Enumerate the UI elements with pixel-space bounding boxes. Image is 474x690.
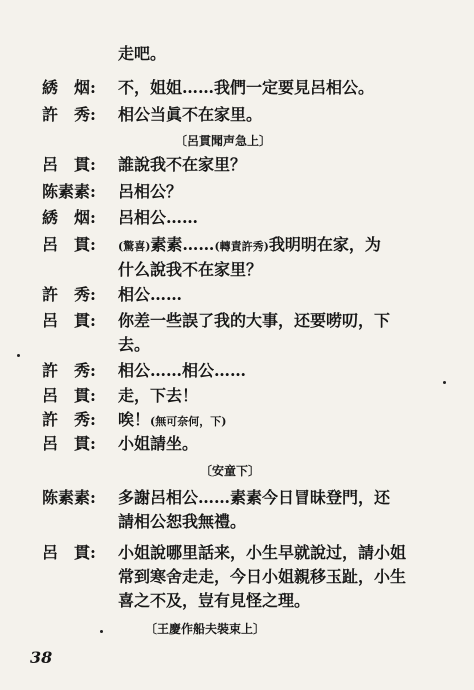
stage-note: (驚喜) (118, 240, 151, 253)
dialogue-text: 走，下去！ (118, 386, 199, 405)
dialogue-text: 相公当眞不在家里。 (118, 105, 263, 124)
stage-note: (無可奈何，下) (150, 415, 227, 428)
stage-direction: 〔王慶作船夫裝束上〕 (145, 622, 266, 636)
print-speck (17, 354, 20, 357)
dialogue-continuation: 請相公恕我無禮。 (118, 512, 247, 531)
dialogue-text: 唉！(無可奈何，下) (118, 410, 227, 429)
speaker-label: 陈素素: (42, 488, 96, 507)
stage-direction: 〔安童下〕 (200, 464, 261, 478)
continuation-line: 走吧。 (118, 44, 167, 63)
page-number: 38 (30, 648, 53, 667)
speaker-label: 許 秀: (42, 285, 96, 304)
dialogue-text: (驚喜)素素……(轉責許秀)我明明在家，为 (118, 235, 381, 254)
dialogue-text: 誰說我不在家里？ (118, 155, 247, 174)
speaker-label: 呂 貫: (42, 311, 96, 330)
speaker-label: 呂 貫: (42, 235, 96, 254)
print-speck (100, 630, 103, 633)
dialogue-text: 相公……相公…… (118, 361, 247, 380)
dialogue-text: 小姐說哪里話来，小生早就說过，請小姐 (118, 543, 407, 562)
dialogue-text: 不，姐姐……我們一定要見呂相公。 (118, 78, 375, 97)
dialogue-continuation: 什么說我不在家里？ (118, 260, 263, 279)
print-speck (443, 381, 446, 384)
speaker-label: 呂 貫: (42, 155, 96, 174)
dialogue-continuation: 去。 (118, 335, 151, 354)
dialogue-text: 相公…… (118, 285, 183, 304)
dialogue-continuation: 喜之不及，豈有見怪之理。 (118, 591, 311, 610)
speaker-label: 許 秀: (42, 105, 96, 124)
stage-note: (轉責許秀) (214, 240, 269, 253)
dialogue-text: 呂相公…… (118, 208, 199, 227)
speaker-label: 許 秀: (42, 410, 96, 429)
dialogue-continuation: 常到寒舍走走，今日小姐親移玉趾，小生 (118, 567, 407, 586)
speaker-label: 呂 貫: (42, 543, 96, 562)
dialogue-text: 你差一些誤了我的大事，还要唠叨，下 (118, 311, 391, 330)
speaker-label: 綉 烟: (42, 208, 96, 227)
speaker-label: 陈素素: (42, 182, 96, 201)
dialogue-text: 呂相公？ (118, 182, 183, 201)
dialogue-text: 小姐請坐。 (118, 434, 199, 453)
stage-direction: 〔呂貫聞声急上〕 (175, 134, 272, 148)
dialogue-text: 多謝呂相公……素素今日冒昧登門，还 (118, 488, 391, 507)
speaker-label: 呂 貫: (42, 434, 96, 453)
speaker-label: 呂 貫: (42, 386, 96, 405)
speaker-label: 許 秀: (42, 361, 96, 380)
speaker-label: 綉 烟: (42, 78, 96, 97)
